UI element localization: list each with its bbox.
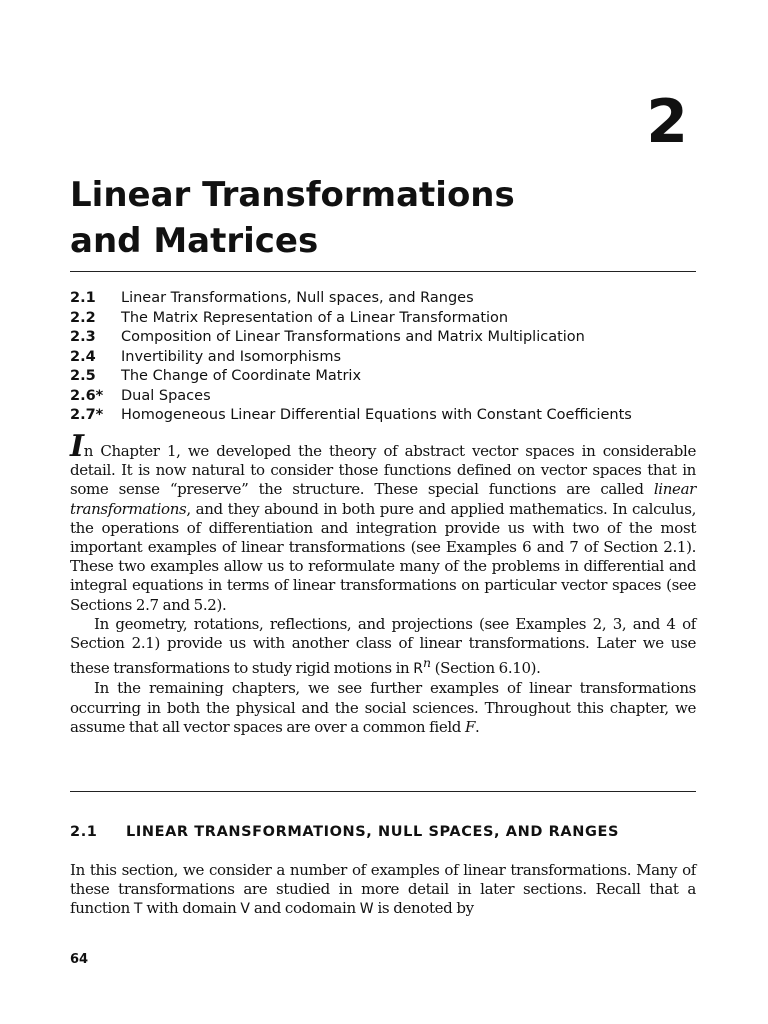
- bottom-divider: [70, 791, 696, 792]
- toc-item: [70, 406, 696, 426]
- toc-item: [70, 387, 696, 407]
- toc-item-number: 2.3: [70, 329, 96, 345]
- toc-item-title: Composition of Linear Transformations and Matrix Multiplication: [121, 329, 585, 345]
- top-divider: [70, 271, 696, 272]
- chapter-number: 2: [646, 87, 688, 157]
- section-title: LINEAR TRANSFORMATIONS, NULL SPACES, AND RANGES: [126, 824, 619, 840]
- toc-item-number: 2.4: [70, 348, 96, 365]
- math-symbol-R: R: [413, 661, 424, 678]
- drop-cap: I: [70, 429, 84, 464]
- toc-item: [70, 367, 696, 387]
- math-superscript-n: n: [423, 655, 431, 671]
- toc-item: [70, 328, 696, 348]
- toc-item-number: 2.5: [70, 368, 96, 384]
- chapter-title-line-2: and Matrices: [70, 221, 319, 261]
- intro-paragraph-3: In the remaining chapters, we see further examples of linear transformations occurring in both the physical and the social sciences. Throughout this chapter, we assume that all vector spaces are over a common field F.: [70, 679, 696, 736]
- toc-item: [70, 348, 696, 368]
- toc-item: [70, 309, 696, 329]
- toc-item-title: Homogeneous Linear Differential Equations with Constant Coefficients: [121, 407, 632, 423]
- section-heading: [70, 824, 619, 840]
- section-number: 2.1: [70, 824, 98, 840]
- book-page: [70, 0, 696, 1024]
- section-paragraph: In this section, we consider a number of examples of linear transformations. Many of these transformations are studied in more detail in later sections. Recall that a function T with domain V and codomain W is denoted by: [70, 861, 696, 918]
- intro-paragraph-1: In Chapter 1, we developed the theory of abstract vector spaces in considerable detail. It is now natural to consider those functions defined on vector spaces that in some sense “preserve” the structure. These special functions are called linear transformations, and they abound in both pure and applied mathematics. In calculus, the operations of differentiation and integration provide us with two of the most important examples of linear transformations (see Examples 6 and 7 of Section 2.1). These two examples allow us to reformulate many of the problems in differential and integral equations in terms of linear transformations on particular vector spaces (see Sections 2.7 and 5.2).: [70, 429, 696, 614]
- toc-item-title: Invertibility and Isomorphisms: [121, 348, 342, 365]
- intro-paragraph-2: In geometry, rotations, reflections, and projections (see Examples 2, 3, and 4 of Section 2.1) provide us with another class of linear transformations. Later we use these transformations to study rigid motions in $R^n$ (Section 6.10).: [70, 614, 696, 678]
- math-symbol-F: F: [464, 717, 476, 736]
- toc-item-number: 2.1: [70, 290, 96, 306]
- math-symbol-T: T: [133, 901, 143, 918]
- toc-item-number: 2.2: [70, 309, 96, 326]
- page-number: 64: [70, 952, 89, 967]
- toc-item-title: The Change of Coordinate Matrix: [121, 368, 362, 384]
- chapter-contents: [70, 289, 696, 426]
- toc-item-number: 2.7*: [70, 407, 104, 423]
- toc-item-title: Dual Spaces: [121, 387, 211, 404]
- toc-item-number: 2.6*: [70, 387, 104, 404]
- chapter-title-line-1: Linear Transformations: [70, 175, 515, 215]
- emphasized-term: linear transformations: [70, 480, 696, 518]
- math-symbol-V: V: [240, 901, 250, 918]
- chapter-title: [70, 172, 515, 264]
- math-symbol-W: W: [359, 901, 374, 918]
- toc-item-title: Linear Transformations, Null spaces, and Ranges: [121, 290, 474, 306]
- chapter-introduction: [70, 429, 696, 737]
- toc-item: [70, 289, 696, 309]
- toc-item-title: The Matrix Representation of a Linear Transformation: [121, 309, 509, 326]
